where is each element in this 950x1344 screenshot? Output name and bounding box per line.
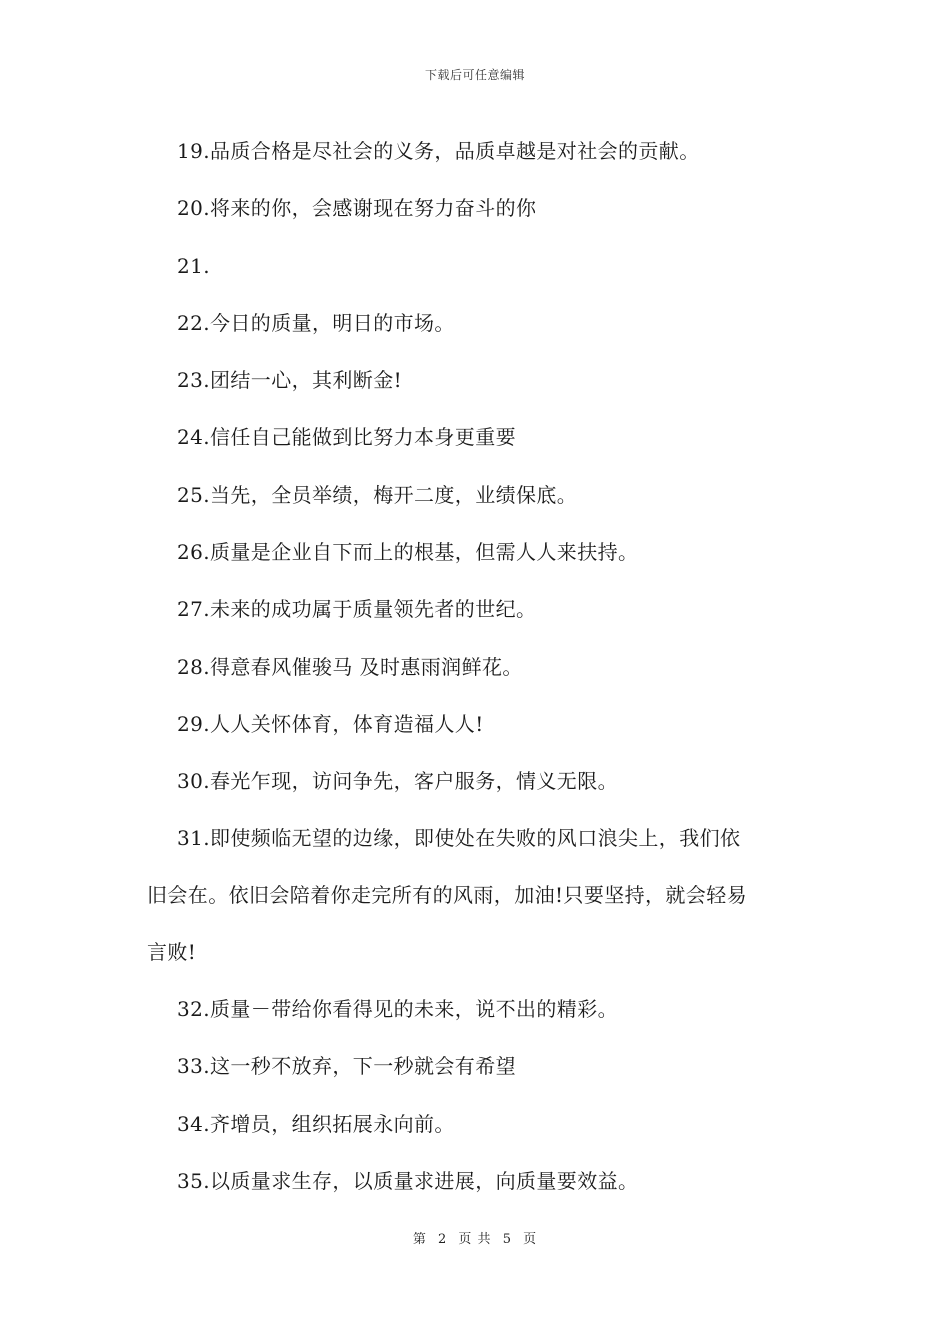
list-item: 28.得意春风催骏马 及时惠雨润鲜花。 (177, 655, 523, 679)
list-item: 24.信任自己能做到比努力本身更重要 (177, 425, 517, 449)
page-footer (0, 1228, 950, 1247)
list-item: 30.春光乍现，访问争先，客户服务，情义无限。 (177, 769, 619, 793)
list-item: 35.以质量求生存，以质量求进展，向质量要效益。 (177, 1169, 639, 1193)
list-item: 19.品质合格是尽社会的义务，品质卓越是对社会的贡献。 (177, 139, 700, 163)
list-item: 33.这一秒不放弃，下一秒就会有希望 (177, 1054, 517, 1078)
list-item: 23.团结一心，其利断金! (177, 368, 403, 392)
list-item: 29.人人关怀体育，体育造福人人! (177, 712, 484, 736)
list-item: 27.未来的成功属于质量领先者的世纪。 (177, 597, 537, 621)
list-item: 32.质量－带给你看得见的未来，说不出的精彩。 (177, 997, 619, 1021)
list-item-continuation: 言败! (147, 940, 197, 964)
list-item-continuation: 旧会在。依旧会陪着你走完所有的风雨，加油!只要坚持，就会轻易 (147, 883, 748, 907)
total-page-count: 5 (502, 1232, 512, 1247)
list-item: 31.即使频临无望的边缘，即使处在失败的风口浪尖上，我们依 (177, 826, 741, 850)
page-header-note: 下载后可任意编辑 (424, 68, 525, 82)
current-page-number: 2 (438, 1232, 448, 1247)
list-item: 34.齐增员，组织拓展永向前。 (177, 1112, 455, 1136)
list-item: 25.当先，全员举绩，梅开二度，业绩保底。 (177, 483, 578, 507)
footer-prefix: 第 (412, 1232, 427, 1247)
list-item: 20.将来的你，会感谢现在努力奋斗的你 (177, 196, 537, 220)
list-item: 22.今日的质量，明日的市场。 (177, 311, 455, 335)
footer-middle: 页 共 (458, 1232, 492, 1247)
list-item: 26.质量是企业自下而上的根基，但需人人来扶持。 (177, 540, 639, 564)
footer-suffix: 页 (523, 1232, 538, 1247)
list-item: 21. (177, 254, 211, 278)
